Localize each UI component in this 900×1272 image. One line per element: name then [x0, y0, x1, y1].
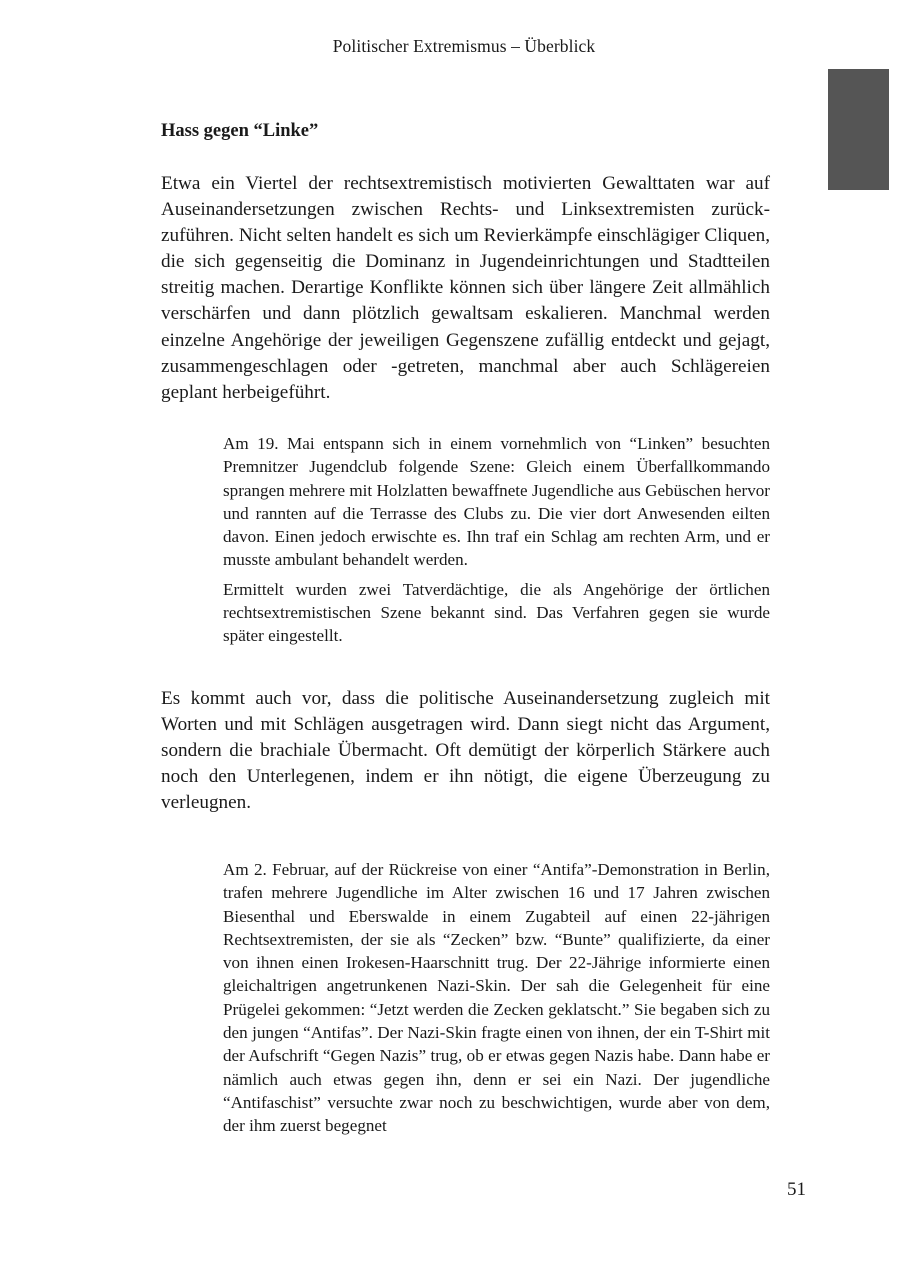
chapter-thumb-tab: [828, 69, 889, 190]
case-2-paragraph-1: Am 2. Februar, auf der Rückreise von einer “Antifa”-Demonstration in Berlin, trafen mehrere Jugendliche im Alter zwischen 16 und 17 Jahren zwischen Biesenthal und Eberswalde in einem Zugabteil auf einen 22-jährigen Rechtsextremisten, der sie als “Zecken” bzw. “Bunte” qualifizierte, da einer von ihnen einen Irokesen-Haarschnitt trug. Der 22-Jährige informierte einen gleichaltrigen angetrunkenen Nazi-Skin. Der sah die Gelegenheit für eine Prügelei gekommen: “Jetzt werden die Zecken geklatscht.” Sie begaben sich zu den jungen “Antifas”. Der Nazi-Skin fragte einen von ihnen, der ein T-Shirt mit der Aufschrift “Gegen Nazis” trug, ob er etwas gegen Nazis habe. Dann habe er nämlich auch etwas gegen ihn, denn er sei ein Nazi. Der jugendliche “Antifaschist” versuchte zwar noch zu beschwichtigen, wurde aber von dem, der ihm zuerst begegnet: [223, 860, 770, 1136]
page-number: 51: [787, 1179, 806, 1200]
case-1-paragraph-1: Am 19. Mai entspann sich in einem vornehmlich von “Linken” besuchten Premnitzer Jugendclub folgende Szene: Gleich einem Überfallkommando sprangen mehrere mit Holzlatten bewaffnete Jugendliche aus Gebüschen hervor und rannten auf die Terrasse des Clubs zu. Die vier dort Anwesenden eilten davon. Einen jedoch erwischte es. Ihn traf ein Schlag am rechten Arm, und er musste ambulant behandelt werden.: [223, 434, 770, 570]
case-example-2: [223, 858, 770, 1138]
body-paragraph-1: Etwa ein Viertel der rechtsextremistisch motivierten Gewalttaten war auf Auseinandersetzungen zwischen Rechts- und Linksextremisten zurückzuführen. Nicht selten handelt es sich um Revierkämpfe einschlägiger Cliquen, die sich gegenseitig die Dominanz in Jugendeinrichtungen und Stadtteilen streitig machen. Derartige Konflikte können sich über längere Zeit allmählich verschärfen und dann plötzlich gewaltsam eskalieren. Manchmal werden einzelne Angehörige der jeweiligen Gegenszene zufällig entdeckt und gejagt, zusammengeschlagen oder -getreten, manchmal aber auch Schlägereien geplant herbeigeführt.: [161, 173, 770, 403]
body-paragraph-2: Es kommt auch vor, dass die politische Auseinandersetzung zugleich mit Worten und mit Schlägen ausgetragen wird. Dann siegt nicht das Argument, sondern die brachiale Übermacht. Oft demütigt der körperlich Stärkere auch noch den Unterlegenen, indem er ihn nötigt, die eigene Überzeugung zu verleugnen.: [161, 688, 770, 814]
running-header: Politischer Extremismus – Überblick: [332, 36, 596, 56]
case-example-1: [223, 432, 770, 648]
section-heading: Hass gegen “Linke”: [161, 121, 319, 141]
case-1-paragraph-2: Ermittelt wurden zwei Tatverdächtige, die als Angehörige der örtlichen rechtsextremistischen Szene bekannt sind. Das Verfahren gegen sie wurde später eingestellt.: [223, 579, 770, 646]
